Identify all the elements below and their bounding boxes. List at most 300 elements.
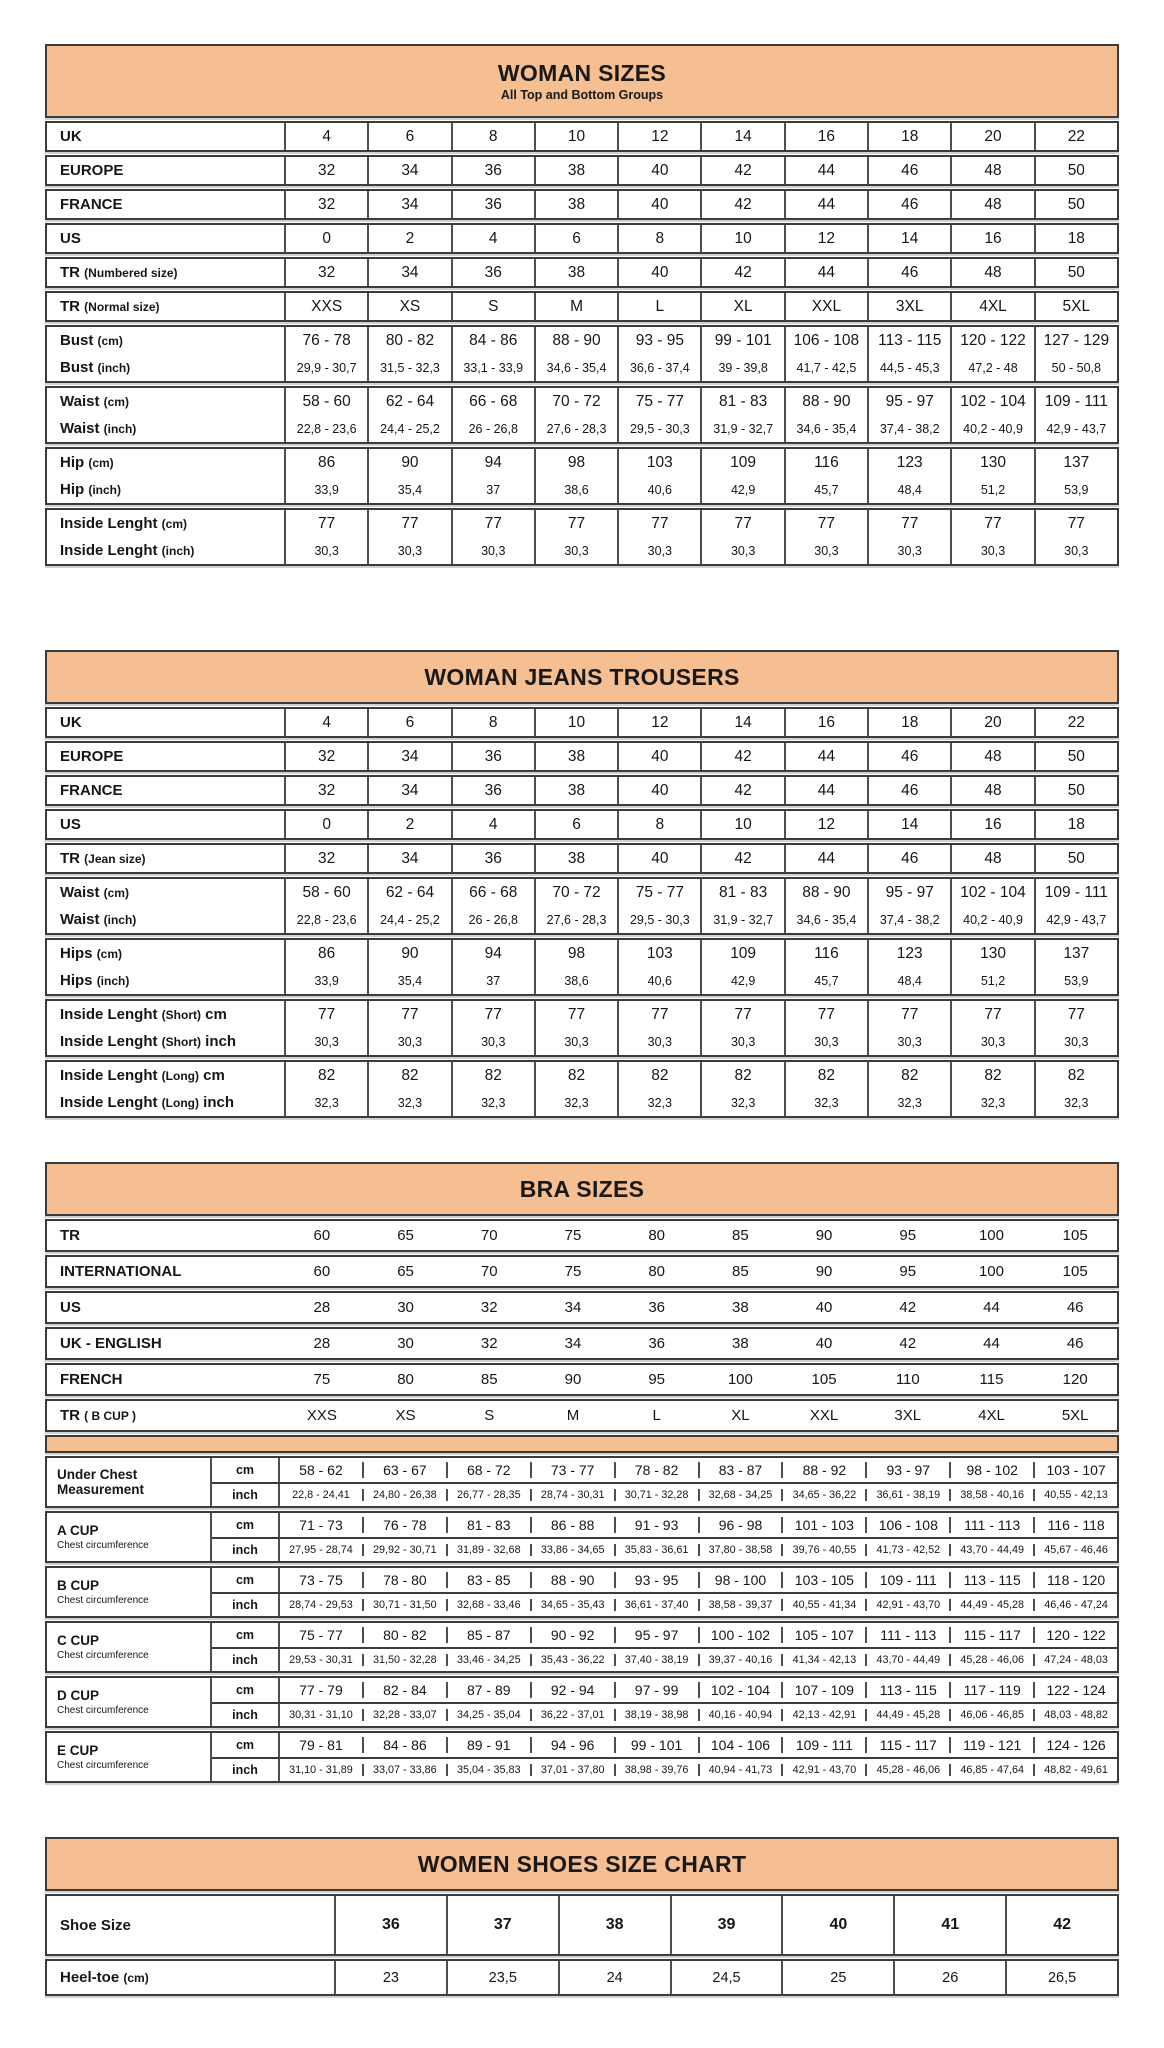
cell-value: 16 <box>784 123 867 150</box>
table-row <box>212 1592 1117 1616</box>
cell-value: 14 <box>867 225 950 252</box>
cell-value: 37 <box>451 967 534 994</box>
band-rows <box>210 1458 1117 1506</box>
cell-value: 48,4 <box>867 476 950 503</box>
cell-value: 37,80 - 38,58 <box>698 1544 782 1556</box>
cell-value: 78 - 82 <box>614 1462 698 1478</box>
cell-value: 82 <box>867 1062 950 1089</box>
cell-value: 12 <box>617 123 700 150</box>
cell-value: 66 - 68 <box>451 388 534 415</box>
cell-value: 30,3 <box>1034 1028 1117 1055</box>
table-row <box>212 1513 1117 1537</box>
cell-value: 8 <box>451 709 534 736</box>
cell-value: 78 - 80 <box>362 1572 446 1588</box>
cell-value: 103 <box>617 449 700 476</box>
cell-value: 98 <box>534 449 617 476</box>
cell-value: 119 - 121 <box>949 1737 1033 1753</box>
cell-value: 39,76 - 40,55 <box>781 1544 865 1556</box>
cell-value: 30,3 <box>314 543 339 558</box>
cell-value: 103 - 105 <box>781 1572 865 1588</box>
cell-value: 40 <box>815 1335 833 1352</box>
row-sublabel: Chest circumference <box>57 1594 149 1606</box>
band-rows <box>210 1733 1117 1781</box>
cell-value: 33,46 - 34,25 <box>446 1654 530 1666</box>
row-values <box>284 906 1117 933</box>
cell-value: 40,94 - 41,73 <box>698 1764 782 1776</box>
cell-value: 70 - 72 <box>534 388 617 415</box>
row-values <box>280 1329 1117 1358</box>
cell-value: 113 - 115 <box>865 1682 949 1698</box>
cell-value: 29,5 - 30,3 <box>617 415 700 442</box>
row-values <box>280 1257 1117 1286</box>
cell-value: 31,50 - 32,28 <box>362 1654 446 1666</box>
cell-value: 32 <box>480 1335 498 1352</box>
cell-value: 30,71 - 32,28 <box>614 1489 698 1501</box>
cell-value: 18 <box>867 709 950 736</box>
cell-value: 75 - 77 <box>617 879 700 906</box>
row-label-note: (inch) <box>96 974 130 988</box>
table-row <box>212 1458 1117 1482</box>
cell-value: 45,7 <box>784 967 867 994</box>
cell-value: 32,68 - 34,25 <box>698 1489 782 1501</box>
cell-value: 45,67 - 46,46 <box>1033 1544 1117 1556</box>
cell-value: 38 <box>534 743 617 770</box>
cell-value: 89 - 91 <box>446 1737 530 1753</box>
cell-value: S <box>451 293 534 320</box>
cell-value: 77 <box>784 1001 867 1028</box>
cell-value: 38 <box>534 259 617 286</box>
cell-value: 22 <box>1034 123 1117 150</box>
cell-value: 109 - 111 <box>1034 388 1117 415</box>
row-values <box>284 537 1117 564</box>
table-row <box>47 940 1117 967</box>
row-values <box>284 259 1117 286</box>
cell-value: 22,8 - 24,41 <box>292 1489 350 1501</box>
cell-value: 81 - 83 <box>700 388 783 415</box>
table-band <box>45 1060 1119 1118</box>
cell-value: 88 - 90 <box>784 879 867 906</box>
row-values <box>284 157 1117 184</box>
cell-value: 44,5 - 45,3 <box>867 354 950 381</box>
cell-value: 82 <box>950 1062 1033 1089</box>
cell-value: 48 <box>950 777 1033 804</box>
cell-value: 14 <box>700 123 783 150</box>
cell-value: 105 <box>1062 1263 1088 1280</box>
cell-value: 50 <box>1034 777 1117 804</box>
cell-value: 42 <box>899 1299 917 1316</box>
row-label: Hips (inch) <box>60 972 130 989</box>
cell-value: 46 <box>867 259 950 286</box>
table-band <box>45 999 1119 1057</box>
cell-value: 44 <box>784 743 867 770</box>
cell-value: 32,3 <box>367 1089 450 1116</box>
cell-value: 53,9 <box>1034 967 1117 994</box>
row-label-text: B CUP <box>57 1578 100 1594</box>
cell-value: 34,65 - 35,43 <box>530 1599 614 1611</box>
row-label: INTERNATIONAL <box>60 1263 182 1280</box>
cell-value: 38,58 - 40,16 <box>949 1489 1033 1501</box>
cell-value: 111 - 113 <box>865 1627 949 1643</box>
cell-value: 32,28 - 33,07 <box>362 1709 446 1721</box>
cell-value: 127 - 129 <box>1034 327 1117 354</box>
cell-value: 48,82 - 49,61 <box>1033 1764 1117 1776</box>
cell-value: 106 - 108 <box>784 327 867 354</box>
cell-value: 95 - 97 <box>867 388 950 415</box>
cell-value: 50 <box>1034 743 1117 770</box>
cell-value: 102 - 104 <box>950 388 1033 415</box>
table-band <box>45 877 1119 935</box>
cell-value: 14 <box>867 811 950 838</box>
cell-value: 0 <box>322 229 331 247</box>
table-band-c-cup <box>45 1621 1119 1673</box>
cell-value: 41,73 - 42,52 <box>865 1544 949 1556</box>
row-values <box>284 1062 1117 1089</box>
cell-value: 120 - 122 <box>1033 1627 1117 1643</box>
cell-value: 30 <box>397 1335 414 1352</box>
cell-value: 105 <box>1062 1227 1088 1244</box>
cell-value: 44 <box>983 1299 1000 1316</box>
cell-value: 84 - 86 <box>362 1737 446 1753</box>
unit-label: inch <box>212 1649 280 1671</box>
row-label: UK <box>60 714 82 731</box>
cell-value: XXS <box>311 297 343 315</box>
cell-value: 40 <box>815 1299 833 1316</box>
cell-value: 28 <box>313 1299 331 1316</box>
table-row <box>47 1365 1117 1394</box>
cell-value: 46 <box>1066 1299 1084 1316</box>
row-label: FRENCH <box>60 1371 123 1388</box>
cell-value: 77 <box>867 1001 950 1028</box>
table-row <box>212 1647 1117 1671</box>
cell-value: 28 <box>313 1335 331 1352</box>
cell-value: 46,85 - 47,64 <box>949 1764 1033 1776</box>
row-label: Inside Lenght (cm) <box>60 515 188 532</box>
cell-value: XXL <box>784 293 867 320</box>
row-label-note: (Short) <box>161 1035 201 1049</box>
cell-value: 32,3 <box>784 1089 867 1116</box>
cell-value: 30,3 <box>534 537 617 564</box>
row-label: Inside Lenght (Long) cm <box>60 1067 225 1084</box>
cell-value: 82 <box>617 1062 700 1089</box>
cell-value: 8 <box>617 225 700 252</box>
cell-value: 37,40 - 38,19 <box>614 1654 698 1666</box>
table-band <box>45 1894 1119 1956</box>
row-label: Heel-toe (cm) <box>60 1969 149 1986</box>
cell-value: 28,74 - 29,53 <box>289 1599 353 1611</box>
cell-value: 36 <box>648 1335 665 1352</box>
cell-value: 48 <box>950 845 1033 872</box>
table-row <box>47 157 1117 184</box>
table-row <box>47 777 1117 804</box>
cell-value: 83 - 85 <box>446 1572 530 1588</box>
cell-value: 36,6 - 37,4 <box>617 354 700 381</box>
cell-value: 109 <box>700 449 783 476</box>
cell-value: 62 - 64 <box>367 388 450 415</box>
cell-value: 105 - 107 <box>781 1627 865 1643</box>
row-values <box>280 1365 1117 1394</box>
cell-value: 22,8 - 23,6 <box>296 912 357 927</box>
cell-value: 44,49 - 45,28 <box>949 1599 1033 1611</box>
row-label-text: C CUP <box>57 1633 100 1649</box>
cell-value: 44 <box>784 777 867 804</box>
row-label-note: (Numbered size) <box>84 266 178 280</box>
cell-value: 58 - 62 <box>299 1462 343 1478</box>
cell-value: 58 - 60 <box>302 392 351 410</box>
row-values <box>284 123 1117 150</box>
table-band <box>45 1327 1119 1360</box>
cell-value: 100 <box>727 1371 753 1388</box>
row-values <box>280 1293 1117 1322</box>
cell-value: 80 - 82 <box>367 327 450 354</box>
cell-value: 45,7 <box>784 476 867 503</box>
cell-value: 80 <box>648 1227 665 1244</box>
cell-value: 50 <box>1034 191 1117 218</box>
cell-value: 34 <box>367 777 450 804</box>
cell-value: 38,6 <box>534 967 617 994</box>
cell-value: 40,55 - 41,34 <box>781 1599 865 1611</box>
row-label-text: A CUP <box>57 1523 99 1539</box>
cell-value: 30,3 <box>617 537 700 564</box>
row-sublabel: Chest circumference <box>57 1649 149 1661</box>
table-woman-sizes <box>45 44 1119 566</box>
row-label: TR ( B CUP ) <box>60 1407 136 1424</box>
cell-value: 82 - 84 <box>362 1682 446 1698</box>
cell-value: 90 <box>564 1371 582 1388</box>
cell-value: 102 - 104 <box>950 879 1033 906</box>
cell-value: 36 <box>451 259 534 286</box>
cell-value: 23 <box>382 1969 399 1986</box>
cell-value: 42 <box>700 777 783 804</box>
cell-value: 105 <box>811 1371 837 1388</box>
band-rows <box>210 1513 1117 1561</box>
cell-value: 116 <box>784 940 867 967</box>
cell-value: 77 <box>700 1001 783 1028</box>
cell-value: 2 <box>367 811 450 838</box>
cell-value: 2 <box>367 225 450 252</box>
row-label-note: (inch) <box>88 483 122 497</box>
cell-value: 36,22 - 37,01 <box>530 1709 614 1721</box>
cell-value: 77 <box>867 510 950 537</box>
cell-value: 40,2 - 40,9 <box>950 906 1033 933</box>
cell-value: 95 <box>648 1371 665 1388</box>
cell-value: 99 - 101 <box>700 327 783 354</box>
cell-value: 106 - 108 <box>865 1517 949 1533</box>
cell-value: 88 - 92 <box>781 1462 865 1478</box>
cell-value: 35,4 <box>367 476 450 503</box>
table-row <box>47 293 1117 320</box>
cell-value: 29,9 - 30,7 <box>296 360 357 375</box>
cell-value: 24 <box>558 1961 670 1994</box>
cell-value: 77 <box>451 1001 534 1028</box>
cell-value: 40 <box>617 191 700 218</box>
cell-value: 23,5 <box>446 1961 558 1994</box>
cell-value: 80 <box>648 1263 665 1280</box>
row-label: Waist (cm) <box>60 884 129 901</box>
table-band <box>45 741 1119 772</box>
table-bands <box>45 1219 1119 1783</box>
cell-value: 36 <box>451 157 534 184</box>
cell-value: 42 <box>700 259 783 286</box>
row-label: Hips (cm) <box>60 945 123 962</box>
row-values <box>334 1896 1117 1954</box>
cell-value: XXL <box>809 1407 839 1424</box>
table-band <box>45 189 1119 220</box>
row-values <box>284 1089 1117 1116</box>
table-header-bra-sizes <box>45 1162 1119 1216</box>
cell-value: 86 <box>318 944 336 962</box>
cell-value: 117 - 119 <box>949 1682 1033 1698</box>
row-label <box>47 1733 210 1781</box>
cell-value: 40 <box>617 777 700 804</box>
table-band <box>45 1959 1119 1996</box>
cell-value: 32,68 - 33,46 <box>446 1599 530 1611</box>
cell-value: 85 <box>732 1227 749 1244</box>
cell-value: 38 <box>732 1335 749 1352</box>
cell-value: 111 - 113 <box>949 1517 1033 1533</box>
cell-value: 66 - 68 <box>451 879 534 906</box>
cell-value: 82 <box>318 1066 336 1084</box>
cell-value: 109 - 111 <box>865 1572 949 1588</box>
row-label: UK - ENGLISH <box>60 1335 162 1352</box>
cell-value: 77 <box>367 510 450 537</box>
row-label: TR (Normal size) <box>60 298 160 315</box>
cell-value: 48 <box>950 157 1033 184</box>
cell-value: 79 - 81 <box>299 1737 343 1753</box>
row-label: TR <box>60 1227 80 1244</box>
cell-value: 77 <box>700 510 783 537</box>
table-band <box>45 1219 1119 1252</box>
band-rows <box>210 1678 1117 1726</box>
cell-value: 30,3 <box>784 537 867 564</box>
cell-value: 71 - 73 <box>299 1517 343 1533</box>
cell-value: 104 - 106 <box>698 1737 782 1753</box>
row-label: Inside Lenght (Short) cm <box>60 1006 227 1023</box>
cell-value: 33,07 - 33,86 <box>362 1764 446 1776</box>
cell-value: 42,9 - 43,7 <box>1034 906 1117 933</box>
cell-value: 36 <box>382 1916 400 1933</box>
table-header-woman-jeans <box>45 650 1119 704</box>
cell-value: 118 - 120 <box>1033 1572 1117 1588</box>
cell-value: 68 - 72 <box>446 1462 530 1478</box>
cell-value: 5XL <box>1034 293 1117 320</box>
row-label-note: (Long) <box>161 1096 199 1110</box>
cell-value: 77 - 79 <box>299 1682 343 1698</box>
cell-value: 16 <box>950 811 1033 838</box>
cell-value: 110 <box>895 1371 920 1388</box>
table-row <box>47 811 1117 838</box>
table-row <box>212 1568 1117 1592</box>
table-row <box>47 1896 1117 1954</box>
cell-value: 4XL <box>978 1407 1005 1424</box>
cell-value: 86 - 88 <box>530 1517 614 1533</box>
cell-value: 82 <box>451 1062 534 1089</box>
cell-value: 77 <box>367 1001 450 1028</box>
size-chart-sheet <box>45 44 1119 1996</box>
cell-value: L <box>617 293 700 320</box>
unit-label: cm <box>212 1733 280 1757</box>
cell-value: 90 - 92 <box>530 1627 614 1643</box>
cell-value: 77 <box>318 1005 336 1023</box>
table-row <box>47 1221 1117 1250</box>
cell-value: 30,3 <box>867 537 950 564</box>
cell-value: 27,6 - 28,3 <box>534 415 617 442</box>
cell-value: 103 - 107 <box>1033 1462 1117 1478</box>
cell-value: 18 <box>1034 225 1117 252</box>
table-band-d-cup <box>45 1676 1119 1728</box>
cell-value: 32,3 <box>700 1089 783 1116</box>
cell-value: 82 <box>784 1062 867 1089</box>
table-row <box>47 845 1117 872</box>
row-label: EUROPE <box>60 748 124 765</box>
cell-value: 48,4 <box>867 967 950 994</box>
cell-value: 10 <box>700 225 783 252</box>
row-label-note: (cm) <box>97 334 123 348</box>
cell-value: 30,3 <box>367 1028 450 1055</box>
band-rows <box>210 1568 1117 1616</box>
table-row <box>47 743 1117 770</box>
row-label: Waist (inch) <box>60 420 137 437</box>
table-band-a-cup <box>45 1511 1119 1563</box>
cell-value: 137 <box>1034 449 1117 476</box>
cell-value: 77 <box>451 510 534 537</box>
cell-value: 34 <box>367 743 450 770</box>
row-values <box>284 327 1117 354</box>
row-values <box>284 191 1117 218</box>
cell-value: 77 <box>617 510 700 537</box>
cell-value: 4XL <box>950 293 1033 320</box>
cell-value: 75 - 77 <box>299 1627 343 1643</box>
cell-value: 38 <box>732 1299 749 1316</box>
cell-value: 6 <box>534 811 617 838</box>
cell-value: 109 <box>700 940 783 967</box>
cell-value: 109 - 111 <box>781 1737 865 1753</box>
cell-value: 77 <box>784 510 867 537</box>
row-label: Inside Lenght (Long) inch <box>60 1094 234 1111</box>
cell-value: 46,46 - 47,24 <box>1033 1599 1117 1611</box>
cell-value: 43,70 - 44,49 <box>949 1544 1033 1556</box>
table-band <box>45 775 1119 806</box>
cell-value: 93 - 97 <box>865 1462 949 1478</box>
cell-value: 46 <box>867 743 950 770</box>
cell-value: 94 - 96 <box>530 1737 614 1753</box>
cell-value: 44 <box>784 845 867 872</box>
cell-value: 32 <box>318 195 336 213</box>
cell-value: 58 - 60 <box>302 883 351 901</box>
table-title: WOMAN JEANS TROUSERS <box>424 663 740 690</box>
cell-value: 30,3 <box>1034 537 1117 564</box>
cell-value: 12 <box>784 225 867 252</box>
cell-value: 87 - 89 <box>446 1682 530 1698</box>
table-title: WOMAN SIZES <box>497 60 667 86</box>
cell-value: 50 <box>1034 845 1117 872</box>
cell-value: 10 <box>534 123 617 150</box>
row-label-note: (cm) <box>161 517 188 531</box>
cell-value: 45,28 - 46,06 <box>865 1764 949 1776</box>
cell-value: 60 <box>313 1227 331 1244</box>
cell-value: 65 <box>397 1227 414 1244</box>
cell-value: 38,58 - 39,37 <box>698 1599 782 1611</box>
cell-value: 16 <box>950 225 1033 252</box>
cell-value: 35,83 - 36,61 <box>614 1544 698 1556</box>
cell-value: XS <box>395 1407 416 1424</box>
cell-value: 40 <box>781 1896 893 1954</box>
cell-value: 123 <box>867 940 950 967</box>
cell-value: 77 <box>318 514 336 532</box>
cell-value: 4 <box>322 713 331 731</box>
cell-value: 20 <box>950 709 1033 736</box>
cell-value: 65 <box>397 1263 414 1280</box>
cell-value: 90 <box>815 1263 833 1280</box>
